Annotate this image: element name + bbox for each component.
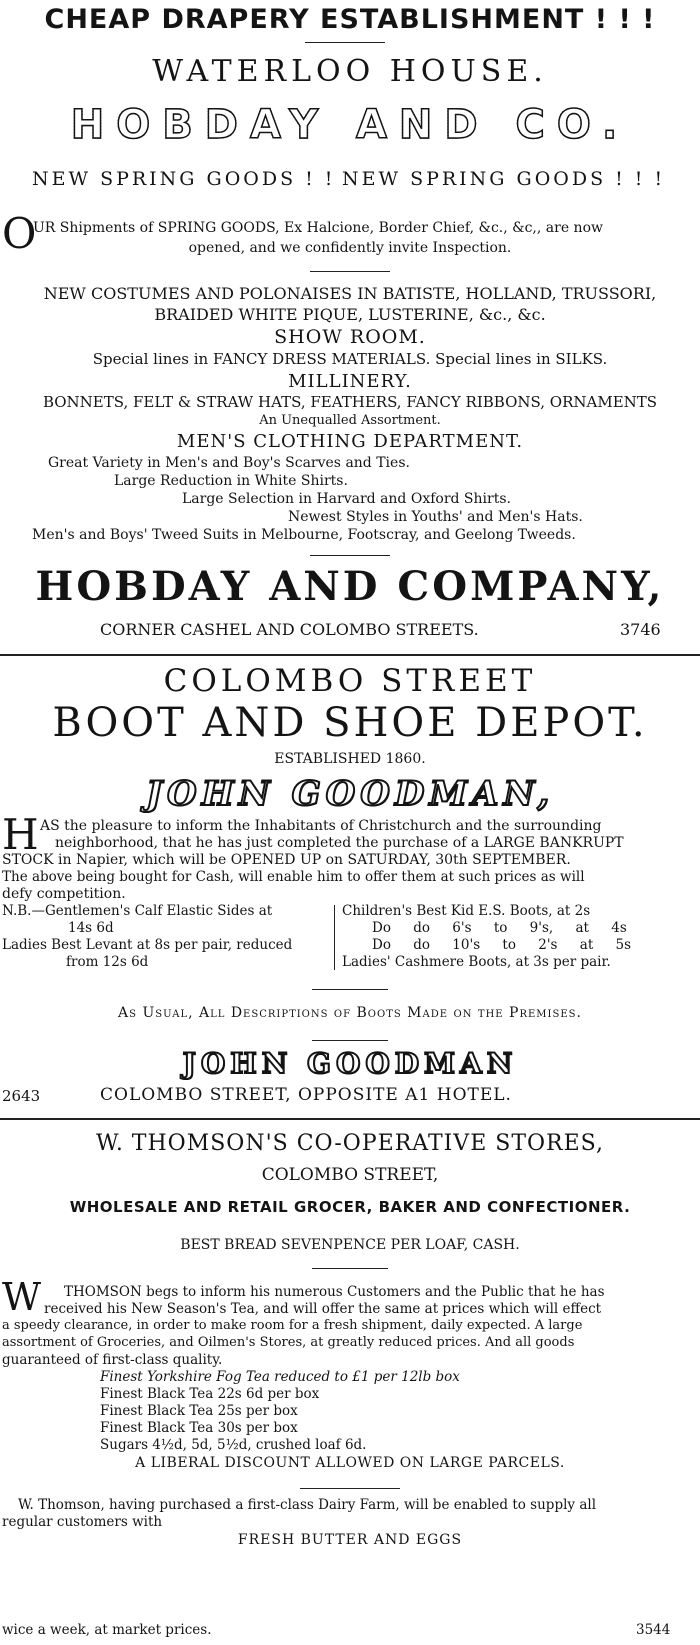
intro-line: defy competition. bbox=[2, 886, 126, 902]
company-address: CORNER CASHEL AND COLOMBO STREETS. bbox=[100, 620, 479, 639]
divider bbox=[312, 1268, 388, 1269]
firm-name: HOBDAY AND CO. bbox=[0, 102, 700, 148]
intro-line: AS the pleasure to inform the Inhabitants of Christchurch and the surrounding bbox=[40, 818, 602, 834]
street-line: COLOMBO STREET, bbox=[261, 1165, 439, 1185]
price-left: from 12s 6d bbox=[66, 954, 149, 970]
intro-line: The above being bought for Cash, will enable him to offer them at such prices as will bbox=[2, 869, 585, 885]
tea-price: Finest Black Tea 25s per box bbox=[100, 1403, 298, 1419]
company-name: HOBDAY AND COMPANY, bbox=[35, 563, 665, 610]
butter-eggs-line: FRESH BUTTER AND EGGS bbox=[237, 1532, 463, 1548]
drop-cap: O bbox=[2, 209, 37, 258]
column-divider bbox=[334, 905, 335, 970]
twice-weekly-line: wice a week, at market prices. bbox=[2, 1622, 212, 1638]
reference-number: 3544 bbox=[636, 1622, 671, 1638]
divider bbox=[305, 42, 385, 43]
divider bbox=[310, 555, 390, 556]
house-name: WATERLOO HOUSE. bbox=[152, 54, 548, 89]
special-lines: Special lines in FANCY DRESS MATERIALS. Special lines in SILKS. bbox=[92, 350, 608, 368]
assortment-line: An Unequalled Assortment. bbox=[259, 413, 441, 428]
shop-address: COLOMBO STREET, OPPOSITE A1 HOTEL. bbox=[100, 1085, 512, 1105]
price-right: Ladies' Cashmere Boots, at 3s per pair. bbox=[342, 954, 611, 970]
intro-line: received his New Season's Tea, and will offer the same at prices which will effect bbox=[44, 1301, 602, 1317]
intro-line: THOMSON begs to inform his numerous Customers and the Public that he has bbox=[64, 1284, 605, 1300]
intro-line: a speedy clearance, in order to make room for a fresh shipment, daily expected. A large bbox=[2, 1318, 583, 1333]
intro-line: opened, and we confidently invite Inspection. bbox=[188, 240, 512, 256]
intro-line: UR Shipments of SPRING GOODS, Ex Halcione, Border Chief, &c., &c,, are now bbox=[33, 220, 603, 236]
intro-line: assortment of Groceries, and Oilmen's Stores, at greatly reduced prices. And all goods bbox=[2, 1335, 575, 1350]
costumes-line: BRAIDED WHITE PIQUE, LUSTERINE, &c., &c. bbox=[154, 305, 546, 324]
mens-line: Newest Styles in Youths' and Men's Hats. bbox=[288, 509, 583, 525]
bread-price: BEST BREAD SEVENPENCE PER LOAF, CASH. bbox=[180, 1237, 520, 1253]
sugar-price: Sugars 4½d, 5d, 5½d, crushed loaf 6d. bbox=[100, 1437, 367, 1453]
discount-line: A LIBERAL DISCOUNT ALLOWED ON LARGE PARCELS. bbox=[135, 1455, 565, 1471]
divider bbox=[312, 1040, 388, 1041]
tea-price: Finest Black Tea 22s 6d per box bbox=[100, 1386, 320, 1402]
established-line: ESTABLISHED 1860. bbox=[274, 751, 426, 767]
mens-line: Great Variety in Men's and Boy's Scarves and Ties. bbox=[48, 455, 410, 471]
headline: CHEAP DRAPERY ESTABLISHMENT ! ! ! bbox=[44, 4, 656, 35]
dairy-line: W. Thomson, having purchased a first-class Dairy Farm, will be enabled to supply all bbox=[18, 1497, 597, 1513]
advert-separator bbox=[0, 654, 700, 656]
stores-title: W. THOMSON'S CO-OPERATIVE STORES, bbox=[96, 1131, 604, 1156]
drop-cap: W bbox=[2, 1275, 42, 1319]
street-heading: COLOMBO STREET bbox=[163, 663, 537, 699]
advert-separator bbox=[0, 1118, 700, 1120]
spring-goods-left: NEW SPRING GOODS ! ! bbox=[32, 168, 336, 190]
depot-heading: BOOT AND SHOE DEPOT. bbox=[52, 700, 648, 746]
price-left: N.B.—Gentlemen's Calf Elastic Sides at bbox=[2, 903, 273, 919]
mens-line: Large Reduction in White Shirts. bbox=[114, 473, 348, 489]
price-left: 14s 6d bbox=[68, 920, 114, 936]
intro-line: STOCK in Napier, which will be OPENED UP on SATURDAY, 30th SEPTEMBER. bbox=[2, 852, 571, 868]
show-room-heading: SHOW ROOM. bbox=[274, 326, 426, 348]
mens-line: Men's and Boys' Tweed Suits in Melbourne, Footscray, and Geelong Tweeds. bbox=[32, 527, 576, 543]
trade-line: WHOLESALE AND RETAIL GROCER, BAKER AND CONFECTIONER. bbox=[69, 1198, 631, 1216]
divider bbox=[312, 989, 388, 990]
reference-number: 3746 bbox=[620, 620, 661, 639]
mens-line: Large Selection in Harvard and Oxford Shirts. bbox=[182, 491, 511, 507]
proprietor-name-footer: JOHN GOODMAN bbox=[182, 1047, 518, 1080]
price-right: Do do 6's to 9's, at 4s bbox=[372, 920, 627, 936]
dairy-line: regular customers with bbox=[2, 1514, 163, 1530]
divider bbox=[300, 1488, 400, 1489]
price-right: Do do 10's to 2's at 5s bbox=[372, 937, 632, 953]
intro-line: neighborhood, that he has just completed the purchase of a LARGE BANKRUPT bbox=[55, 835, 624, 851]
spring-goods-right: NEW SPRING GOODS ! ! ! bbox=[342, 168, 666, 190]
bonnets-line: BONNETS, FELT & STRAW HATS, FEATHERS, FANCY RIBBONS, ORNAMENTS bbox=[42, 393, 658, 411]
premises-line: As Usual, All Descriptions of Boots Made on the Premises. bbox=[118, 1005, 582, 1021]
millinery-heading: MILLINERY. bbox=[288, 371, 412, 392]
costumes-line: NEW COSTUMES AND POLONAISES IN BATISTE, HOLLAND, TRUSSORI, bbox=[43, 284, 657, 303]
tea-price: Finest Yorkshire Fog Tea reduced to £1 per 12lb box bbox=[100, 1369, 460, 1385]
divider bbox=[310, 271, 390, 272]
mens-department-heading: MEN'S CLOTHING DEPARTMENT. bbox=[176, 431, 524, 452]
drop-cap: H bbox=[2, 810, 39, 859]
proprietor-name: JOHN GOODMAN, bbox=[145, 774, 555, 814]
tea-price: Finest Black Tea 30s per box bbox=[100, 1420, 298, 1436]
intro-line: guaranteed of first-class quality. bbox=[2, 1352, 223, 1368]
price-right: Children's Best Kid E.S. Boots, at 2s bbox=[342, 903, 591, 919]
reference-number: 2643 bbox=[2, 1087, 41, 1105]
price-left: Ladies Best Levant at 8s per pair, reduced bbox=[2, 937, 293, 953]
